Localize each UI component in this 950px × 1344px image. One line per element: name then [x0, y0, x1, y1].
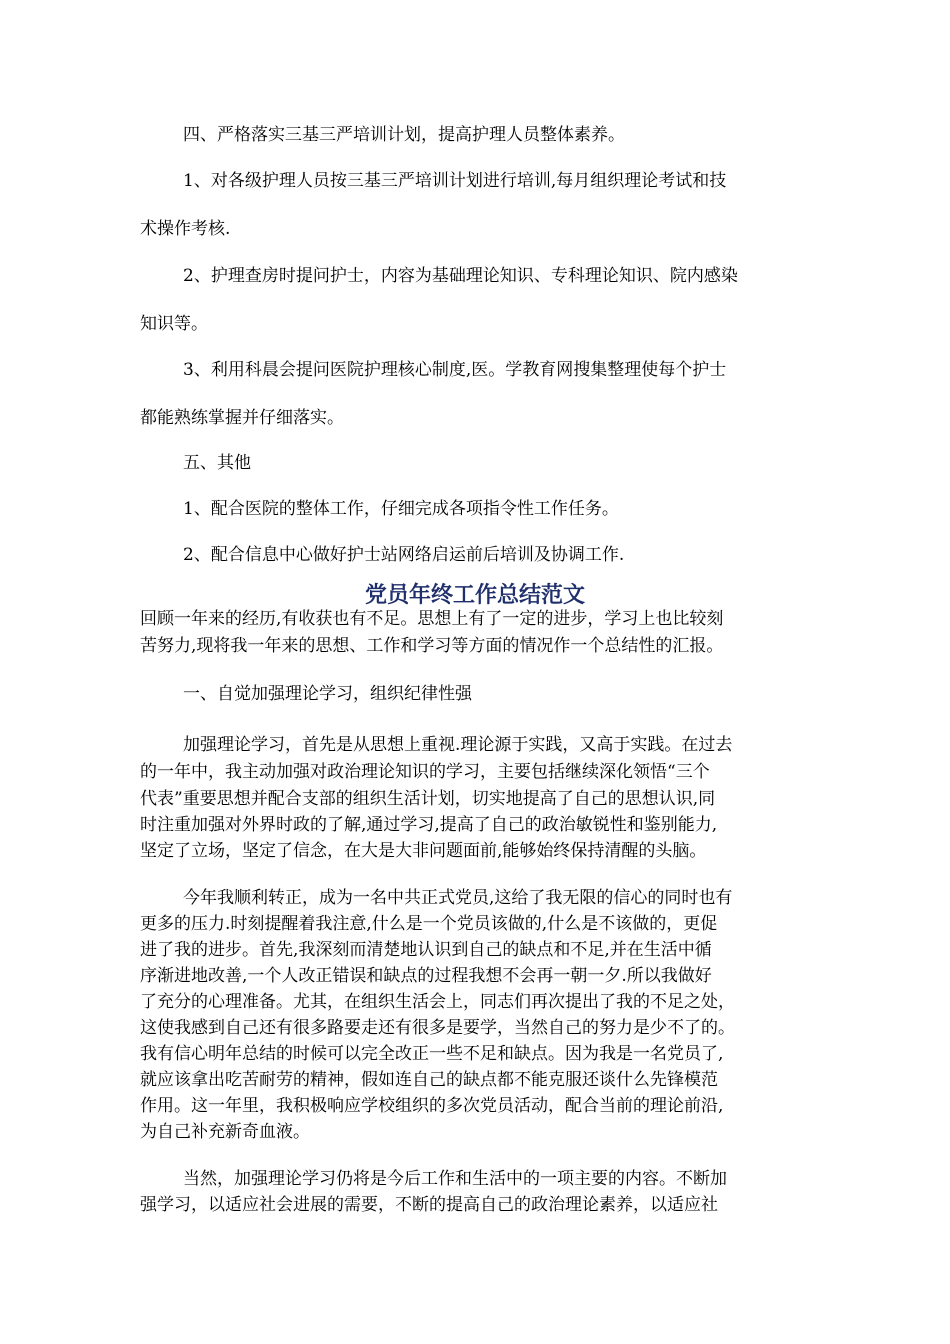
paragraph-2-line: 就应该拿出吃苦耐劳的精神，假如连自己的缺点都不能克服还谈什么先锋模范	[140, 1070, 718, 1090]
item-5-2: 2、配合信息中心做好护士站网络启运前后培训及协调工作.	[183, 545, 625, 565]
intro-line-1: 回顾一年来的经历,有收获也有不足。思想上有了一定的进步，学习上也比较刻	[140, 609, 724, 629]
paragraph-2-line: 为自己补充新奇血液。	[140, 1122, 310, 1142]
summary-heading-1: 一、自觉加强理论学习，组织纪律性强	[183, 684, 472, 704]
paragraph-1-line: 代表”重要思想并配合支部的组织生活计划，切实地提高了自己的思想认识,同	[140, 789, 716, 809]
paragraph-1-line: 时注重加强对外界时政的了解,通过学习,提高了自己的政治敏锐性和鉴别能力,	[140, 815, 718, 835]
paragraph-3-line: 当然，加强理论学习仍将是今后工作和生活中的一项主要的内容。不断加	[183, 1169, 727, 1189]
item-2-line-1: 2、护理查房时提问护士，内容为基础理论知识、专科理论知识、院内感染	[183, 266, 738, 286]
document-title: 党员年终工作总结范文	[364, 582, 585, 608]
paragraph-2-line: 今年我顺利转正，成为一名中共正式党员,这给了我无限的信心的同时也有	[183, 888, 733, 908]
item-5-1: 1、配合医院的整体工作，仔细完成各项指令性工作任务。	[183, 499, 619, 519]
paragraph-2-line: 这使我感到自己还有很多路要走还有很多是要学，当然自己的努力是少不了的。	[140, 1018, 735, 1038]
paragraph-2-line: 进了我的进步。首先,我深刻而清楚地认识到自己的缺点和不足,并在生活中循	[140, 940, 712, 960]
section-heading-5: 五、其他	[183, 453, 251, 473]
paragraph-2-line: 序渐进地改善,一个人改正错误和缺点的过程我想不会再一朝一夕.所以我做好	[140, 966, 712, 986]
item-1-line-1: 1、对各级护理人员按三基三严培训计划进行培训,每月组织理论考试和技	[183, 171, 727, 191]
paragraph-1-line: 的一年中，我主动加强对政治理论知识的学习，主要包括继续深化领悟“三个	[140, 762, 710, 782]
paragraph-1-line: 加强理论学习，首先是从思想上重视.理论源于实践，又高于实践。在过去	[183, 735, 733, 755]
item-3-line-2: 都能熟练掌握并仔细落实。	[140, 408, 344, 428]
item-3-line-1: 3、利用科晨会提问医院护理核心制度,医。学教育网搜集整理使每个护士	[183, 360, 727, 380]
paragraph-2-line: 我有信心明年总结的时候可以完全改正一些不足和缺点。因为我是一名党员了,	[140, 1044, 724, 1064]
paragraph-1-line: 坚定了立场，坚定了信念，在大是大非问题面前,能够始终保持清醒的头脑。	[140, 841, 707, 861]
paragraph-3-line: 强学习，以适应社会进展的需要，不断的提高自己的政治理论素养，以适应社	[140, 1195, 718, 1215]
paragraph-2-line: 作用。这一年里，我积极响应学校组织的多次党员活动，配合当前的理论前沿,	[140, 1096, 724, 1116]
item-1-line-2: 术操作考核.	[140, 219, 231, 239]
paragraph-2-line: 了充分的心理准备。尤其，在组织生活会上，同志们再次提出了我的不足之处，	[140, 992, 735, 1012]
paragraph-2-line: 更多的压力.时刻提醒着我注意,什么是一个党员该做的,什么是不该做的，更促	[140, 914, 718, 934]
item-2-line-2: 知识等。	[140, 314, 208, 334]
section-heading-4: 四、严格落实三基三严培训计划，提高护理人员整体素养。	[183, 125, 625, 145]
intro-line-2: 苦努力,现将我一年来的思想、工作和学习等方面的情况作一个总结性的汇报。	[140, 636, 724, 656]
